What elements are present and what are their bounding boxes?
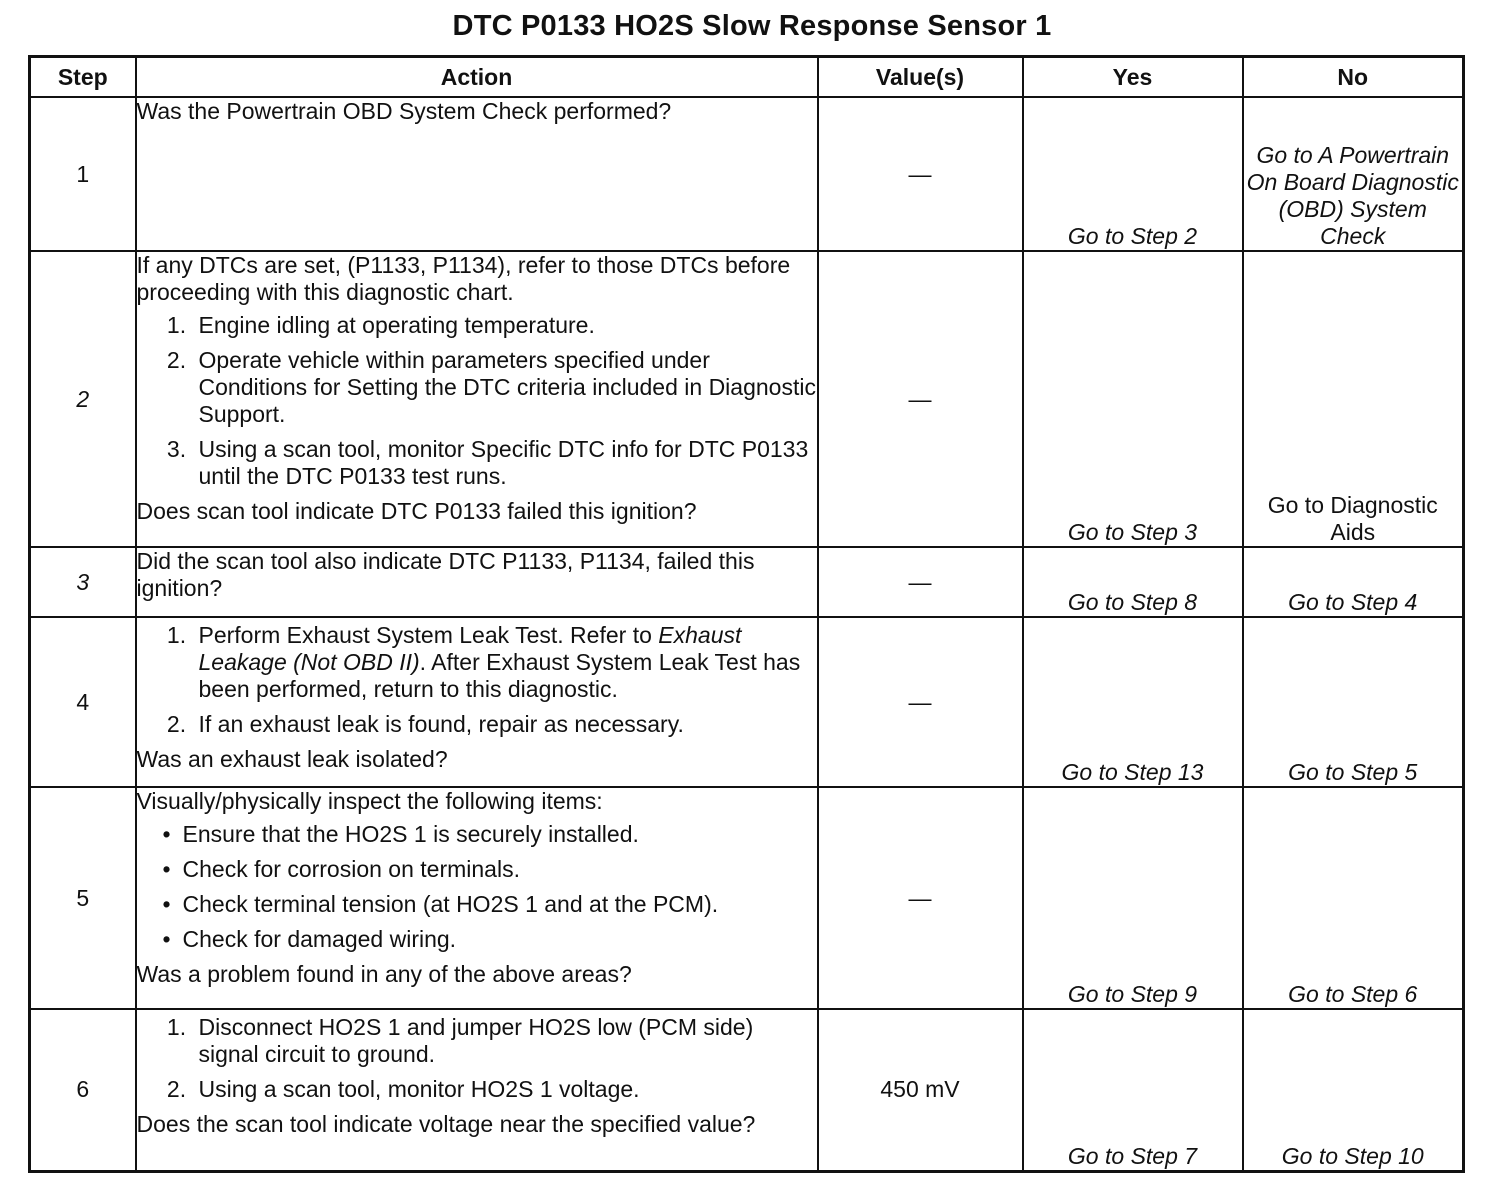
no-prefix: Go to bbox=[1256, 142, 1319, 168]
list-item: • Check for damaged wiring. bbox=[183, 926, 817, 953]
step-number: 1 bbox=[30, 97, 136, 251]
header-no: No bbox=[1243, 57, 1464, 98]
action-list bbox=[137, 622, 817, 738]
yes-cell: Go to Step 13 bbox=[1023, 617, 1243, 787]
action-text: Visually/physically inspect the following items: bbox=[136, 788, 603, 814]
list-item: 2. If an exhaust leak is found, repair as necessary. bbox=[193, 711, 817, 738]
list-item: 2. Using a scan tool, monitor HO2S 1 voltage. bbox=[193, 1076, 817, 1103]
table-row bbox=[30, 1009, 1464, 1171]
value-cell: — bbox=[818, 251, 1023, 547]
action-cell bbox=[136, 97, 818, 251]
list-item-text: Perform Exhaust System Leak Test. Refer to bbox=[198, 622, 659, 648]
yes-cell: Go to Step 7 bbox=[1023, 1009, 1243, 1171]
yes-cell: Go to Step 9 bbox=[1023, 787, 1243, 1009]
value-cell: — bbox=[818, 787, 1023, 1009]
step-number: 2 bbox=[30, 251, 136, 547]
list-item: 3. Using a scan tool, monitor Specific DTC info for DTC P0133 until the DTC P0133 test runs. bbox=[193, 436, 817, 490]
header-row bbox=[30, 57, 1464, 98]
list-item bbox=[193, 622, 817, 703]
reference-text: Exhaust Leakage (Not OBD II) bbox=[198, 622, 742, 675]
no-cell: Go to Step 5 bbox=[1243, 617, 1464, 787]
no-cell: Go to Step 6 bbox=[1243, 787, 1464, 1009]
action-question: Was a problem found in any of the above areas? bbox=[136, 961, 632, 987]
action-bullets bbox=[137, 821, 817, 953]
value-cell: — bbox=[818, 617, 1023, 787]
action-cell bbox=[136, 787, 818, 1009]
action-list bbox=[137, 312, 817, 490]
list-item: 1. Disconnect HO2S 1 and jumper HO2S low (PCM side) signal circuit to ground. bbox=[193, 1014, 817, 1068]
no-cell: Go to Diagnostic Aids bbox=[1243, 251, 1464, 547]
page-title: DTC P0133 HO2S Slow Response Sensor 1 bbox=[452, 10, 1052, 42]
value-cell: 450 mV bbox=[818, 1009, 1023, 1171]
list-item: 2. Operate vehicle within parameters specified under Conditions for Setting the DTC criteria included in Diagnostic Support. bbox=[193, 347, 817, 428]
list-item: 1. Engine idling at operating temperature. bbox=[193, 312, 817, 339]
step-number: 4 bbox=[30, 617, 136, 787]
yes-cell: Go to Step 8 bbox=[1023, 547, 1243, 617]
value-cell: — bbox=[818, 97, 1023, 251]
table-row bbox=[30, 97, 1464, 251]
diagnostic-table bbox=[28, 55, 1465, 1173]
step-number: 5 bbox=[30, 787, 136, 1009]
header-step: Step bbox=[30, 57, 136, 98]
action-text: If any DTCs are set, (P1133, P1134), refer to those DTCs before proceeding with this diagnostic chart. bbox=[136, 252, 791, 305]
action-question: Does the scan tool indicate voltage near the specified value? bbox=[136, 1111, 756, 1137]
action-text: Was the Powertrain OBD System Check performed? bbox=[136, 98, 672, 124]
no-cell: Go to Step 4 bbox=[1243, 547, 1464, 617]
header-action: Action bbox=[136, 57, 818, 98]
table-row bbox=[30, 617, 1464, 787]
action-question: Was an exhaust leak isolated? bbox=[136, 746, 448, 772]
yes-cell: Go to Step 2 bbox=[1023, 97, 1243, 251]
action-cell bbox=[136, 547, 818, 617]
no-cell: Go to Step 10 bbox=[1243, 1009, 1464, 1171]
action-list bbox=[137, 1014, 817, 1103]
step-number: 6 bbox=[30, 1009, 136, 1171]
value-cell: — bbox=[818, 547, 1023, 617]
list-item-text: . After Exhaust System Leak Test has been performed, return to this diagnostic. bbox=[198, 649, 801, 702]
step-number: 3 bbox=[30, 547, 136, 617]
action-text: Did the scan tool also indicate DTC P1133, P1134, failed this ignition? bbox=[136, 548, 755, 601]
header-yes: Yes bbox=[1023, 57, 1243, 98]
header-values: Value(s) bbox=[818, 57, 1023, 98]
no-link-text: A Powertrain On Board Diagnostic (OBD) System Check bbox=[1246, 142, 1459, 249]
action-cell bbox=[136, 617, 818, 787]
table-row bbox=[30, 787, 1464, 1009]
list-item: • Check terminal tension (at HO2S 1 and at the PCM). bbox=[183, 891, 817, 918]
no-cell bbox=[1243, 97, 1464, 251]
list-item: • Ensure that the HO2S 1 is securely installed. bbox=[183, 821, 817, 848]
action-cell bbox=[136, 251, 818, 547]
action-cell bbox=[136, 1009, 818, 1171]
table-row bbox=[30, 251, 1464, 547]
action-question: Does scan tool indicate DTC P0133 failed this ignition? bbox=[136, 498, 697, 524]
list-item: • Check for corrosion on terminals. bbox=[183, 856, 817, 883]
yes-cell: Go to Step 3 bbox=[1023, 251, 1243, 547]
table-row bbox=[30, 547, 1464, 617]
